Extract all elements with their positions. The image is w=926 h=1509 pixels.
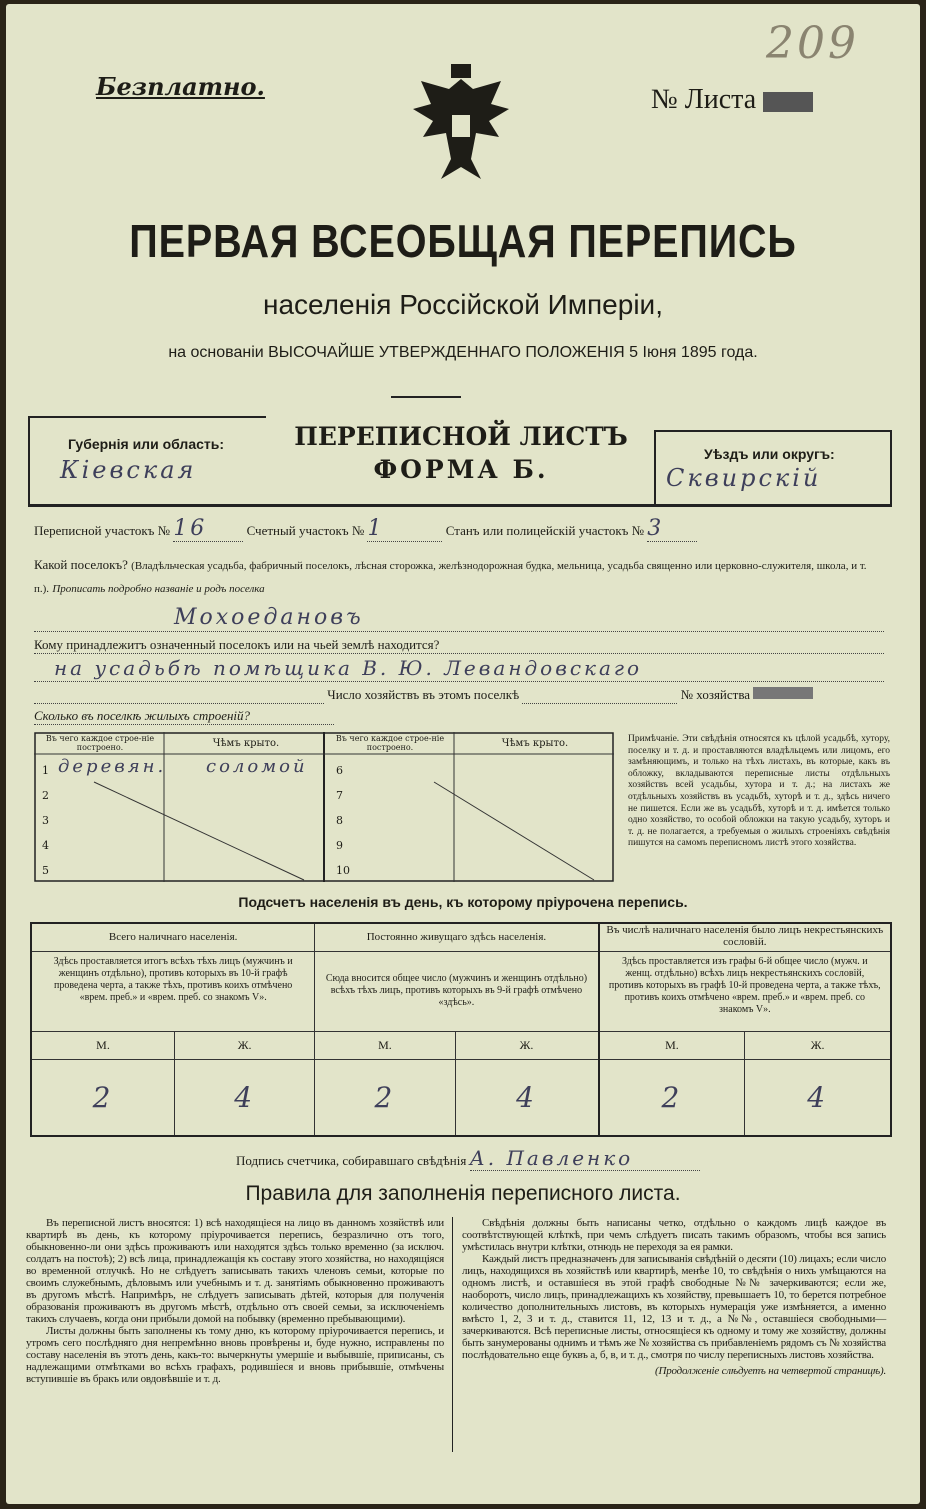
gubernia-value: Кіевская	[60, 456, 197, 484]
uezd-label: Уѣздъ или округъ:	[704, 446, 835, 462]
row-number: 9	[336, 839, 343, 852]
row1-material: деревян.	[58, 756, 167, 777]
permanent-male: 2	[315, 1059, 455, 1136]
summary-table	[30, 922, 892, 1137]
count-area-value: 1	[367, 516, 442, 542]
imperial-eagle-icon	[401, 59, 521, 189]
row-number: 2	[42, 789, 49, 802]
row-number: 1	[42, 764, 49, 777]
row1-roof: соломой	[206, 756, 308, 777]
row-number: 8	[336, 814, 343, 827]
households-label: Число хозяйствъ въ этомъ поселкѣ	[327, 687, 520, 702]
rules-title: Правила для заполненія переписного листа.	[245, 1182, 681, 1205]
census-sheet	[6, 4, 920, 1504]
redaction-block	[763, 92, 813, 112]
sheet-number	[651, 84, 813, 116]
male-label: М.	[599, 1031, 745, 1059]
buildings-table	[34, 732, 614, 882]
col-roof-header-2: Чѣмъ крыто.	[501, 738, 569, 749]
col-material-header: Въ чего каждое строе-ніе построено.	[45, 734, 155, 752]
gubernia-label: Губернія или область:	[68, 436, 225, 452]
rules-paragraph: Листы должны быть заполнены къ тому дню, къ которому пріурочивается перепись, и утромъ сего послѣдняго дня непремѣнно вновь провѣрены и, буде нужно, исправлены по составу населенія въ этотъ день, какъ-то: вычеркнуты умершіе и выбывшіе, приписаны, съ надлежащими отмѣтками во всѣхъ графахъ, родившіеся и вновь прибывшіе, отмѣчены вступившіе въ бракъ или овдовѣвшіе и т. д.	[26, 1325, 444, 1385]
settlement-value: Мохоедановъ	[34, 604, 884, 632]
area-line	[34, 516, 834, 542]
row-number: 3	[42, 814, 49, 827]
female-label: Ж.	[175, 1031, 315, 1059]
permanent-female: 4	[455, 1059, 599, 1136]
count-area-label: Счетный участокъ №	[246, 523, 365, 538]
row-number: 6	[336, 764, 343, 777]
census-area-label: Переписной участокъ №	[34, 523, 171, 538]
free-label: Безплатно.	[96, 72, 265, 101]
settlement-hint: (Владѣльческая усадьба, фабричный поселокъ, лѣсная сторожка, желѣзнодорожная будка, мельница, усадьба священно или церковно-служителя, школа, и т. п.).	[34, 560, 867, 595]
row-numbers-2	[336, 758, 350, 883]
sheet-number-label: № Листа	[651, 84, 757, 115]
police-area-label: Станъ или полицейскій участокъ №	[445, 523, 645, 538]
signature-label: Подпись счетчика, собиравшаго свѣдѣнія	[236, 1153, 467, 1168]
settlement-instruction: Прописать подробно названіе и родъ поселка	[52, 583, 265, 595]
male-label: М.	[315, 1031, 455, 1059]
continued-note: (Продолженіе слѣдуетъ на четвертой страницѣ).	[655, 1365, 886, 1377]
col-nonpeasant-desc: Здѣсь проставляется изъ графы 6-й общее число (мужч. и женщ. отдѣльно) всѣхъ лицъ некрестьянскихъ сословій, противъ которыхъ въ графѣ 10-й проведена черта, а также тѣхъ, противъ коихъ отмѣчено «врем. преб.» и «врем. преб. со знакомъ V».	[599, 951, 891, 1031]
census-area-value: 16	[173, 516, 243, 542]
nonpeasant-male: 2	[599, 1059, 745, 1136]
row-number: 4	[42, 839, 49, 852]
rules-left	[26, 1217, 444, 1385]
uezd-box	[654, 430, 892, 504]
households-line	[34, 687, 884, 704]
col-permanent-desc: Сюда вносится общее число (мужчинъ и женщинъ отдѣльно) всѣхъ тѣхъ лицъ, противъ которыхъ въ 9-й графѣ отмѣчено «здѣсь».	[315, 951, 599, 1031]
col-total-desc: Здѣсь проставляется итогъ всѣхъ тѣхъ лицъ (мужчинъ и женщинъ отдѣльно), противъ которыхъ въ 10-й графѣ проведена черта, а также тѣхъ, противъ коихъ отмѣчено «врем. преб.» и «врем. преб. со знакомъ V».	[31, 951, 315, 1031]
rules-right	[462, 1217, 886, 1377]
col-total-header: Всего наличнаго населенія.	[31, 923, 315, 951]
divider	[391, 396, 461, 398]
summary-title: Подсчетъ населенія въ день, къ которому пріурочена перепись.	[238, 894, 688, 910]
nonpeasant-female: 4	[745, 1059, 891, 1136]
household-number-label: № хозяйства	[680, 687, 751, 702]
owner-value: на усадьбѣ помѣщика В. Ю. Левандовскаго	[34, 656, 884, 682]
male-label: М.	[31, 1031, 175, 1059]
female-label: Ж.	[455, 1031, 599, 1059]
basis-line: на основаніи ВЫСОЧАЙШЕ УТВЕРЖДЕННАГО ПОЛОЖЕНІЯ 5 Іюня 1895 года.	[168, 344, 758, 361]
form-type: ФОРМА Б.	[373, 455, 549, 484]
form-title: ПЕРЕПИСНОЙ ЛИСТЪ	[294, 422, 628, 451]
buildings-label: Сколько въ поселкѣ жилыхъ строеній?	[34, 708, 334, 725]
main-title: ПЕРВАЯ ВСЕОБЩАЯ ПЕРЕПИСЬ	[129, 215, 797, 267]
signature-value: А. Павленко	[470, 1146, 700, 1171]
female-label: Ж.	[745, 1031, 891, 1059]
note-text: Примѣчаніе. Эти свѣдѣнія относятся къ цѣлой усадьбѣ, хутору, поселку и т. д. и проставляются владѣльцемъ или лицомъ, его замѣняющимъ, и только на тѣхъ листахъ, въ которые, какъ въ обложку, вкладываются переписные листы отдѣльныхъ хозяйствъ всей усадьбы, хутора и т. д.; на листахъ же отдѣльныхъ хозяйствъ въ усадьбѣ, хуторѣ и т. д., здѣсь ничего не пишется. Если же въ усадьбѣ, хуторѣ и т. д. имѣется только одно хозяйство, то особой обложки на такую усадьбу, хуторъ и т. д. не полагается, а требуемыя о жилыхъ строеніяхъ свѣдѣнія пишутся на самомъ переписномъ листѣ этого хозяйства.	[628, 734, 890, 849]
col-nonpeasant-header: Въ числѣ наличнаго населенія было лицъ некрестьянскихъ сословій.	[599, 923, 891, 951]
uezd-value: Сквирскій	[666, 464, 822, 492]
signature-line	[236, 1146, 700, 1171]
total-female: 4	[175, 1059, 315, 1136]
gubernia-box	[28, 416, 266, 504]
rules-paragraph: Свѣдѣнія должны быть написаны четко, отдѣльно о каждомъ лицѣ каждое въ соотвѣтствующей клѣткѣ, при чемъ слѣдуетъ писать такимъ образомъ, чтобы вся запись умѣстилась внутри клѣтки, отнюдь не переходя за ея рамки.	[462, 1217, 886, 1253]
settlement-question	[34, 554, 884, 600]
row-numbers	[42, 758, 49, 883]
column-divider	[452, 1217, 453, 1452]
page-number: 209	[766, 18, 859, 69]
form-heading	[281, 422, 641, 484]
total-male: 2	[31, 1059, 175, 1136]
row-number: 10	[336, 864, 350, 877]
row-number: 5	[42, 864, 49, 877]
col-roof-header: Чѣмъ крыто.	[212, 738, 280, 749]
col-material-header-2: Въ чего каждое строе-ніе построено.	[335, 734, 445, 752]
row-number: 7	[336, 789, 343, 802]
settlement-label: Какой поселокъ?	[34, 557, 128, 572]
rules-paragraph: Въ переписной листъ вносятся: 1) всѣ находящіеся на лицо въ данномъ хозяйствѣ или квартирѣ въ день, къ которому пріурочивается перепись, безразлично отъ того, обыкновенно-ли они здѣсь проживаютъ или находятся здѣсь только временно (за исключ. солдатъ на постоѣ); 2) всѣ лица, принадлежащія къ составу этого хозяйства, но находящіяся во временной отлучкѣ. Но не слѣдуетъ записывать такихъ членовъ семьи, которые по своимъ служебнымъ, дѣловымъ или учебнымъ и т. д. занятіямъ обыкновенно проживаютъ въ другомъ мѣстѣ. Напримѣръ, не слѣдуетъ записывать дѣтей, которыя для полученія образованія проживаютъ въ другомъ мѣстѣ, отдѣльно отъ своей семьи, за исключеніемъ такихъ случаевъ, когда они прибыли домой на побывку (временно пребывающими).	[26, 1217, 444, 1325]
col-permanent-header: Постоянно живущаго здѣсь населенія.	[315, 923, 599, 951]
subtitle: населенія Россійской Имперіи,	[263, 289, 663, 320]
redaction-block	[753, 687, 813, 699]
owner-label: Кому принадлежитъ означенный поселокъ или на чьей землѣ находится?	[34, 637, 884, 654]
rules-paragraph: Каждый листъ предназначенъ для записыванія свѣдѣній о десяти (10) лицахъ; если число лицъ, находящихся въ хозяйствѣ или квартирѣ, менѣе 10, то свѣдѣнія о нихъ умѣщаются на одномъ листѣ, и оставшіеся въ этой графѣ свободные №№ зачеркиваются; если же, наоборотъ, число лицъ, принадлежащихъ къ хозяйству, превышаетъ 10, то берется потребное количество дополнительныхъ листовъ, въ которыхъ нумерація уже измѣняется, а именно вмѣсто 1, 2, 3 и т. д., ставится 11, 12, 13 и т. д., а №№, оставшіеся свободными—зачеркиваются. Всѣ переписные листы, относящіеся къ одному и тому же хозяйству, должны быть занумерованы однимъ и тѣмъ же № хозяйства съ прибавленіемъ рядомъ съ № хозяйства послѣдовательно еще буквъ а, б, в, и т. д., смотря по числу переписныхъ листовъ хозяйства.	[462, 1253, 886, 1361]
divider	[28, 504, 892, 507]
police-area-value: 3	[647, 516, 697, 542]
